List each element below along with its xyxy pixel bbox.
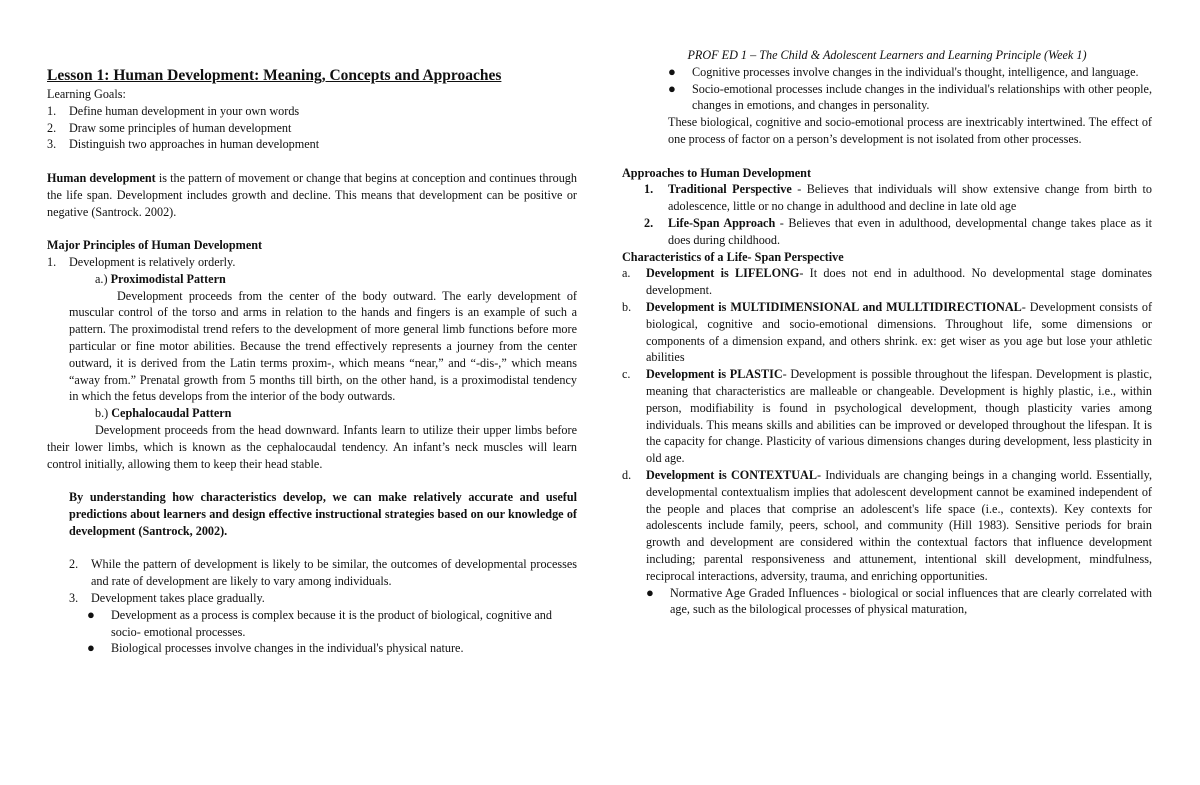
proximodistal-heading: a.) Proximodistal Pattern [95,271,226,286]
bullet-item: ● Biological processes involve changes in the individual's physical nature. [87,640,464,656]
characteristic-item: c. Development is PLASTIC- Development is possible throughout the lifespan. Development is plastic, meaning that characteristics are malleable or changeable. Development is highly plastic, i.e., within person, modifiability is found in psychological development, though plasticity varies among individuals. This means skills and abilities can be improved or developed throughout the lifespan. It is the capacity for change. Plasticity of various dimensions changes during development, less plasticity in old age. [622,367,1152,466]
intertwined-paragraph: These biological, cognitive and socio-emotional process are inextricably intertwined. The effect of one process of factor on a person’s development is not isolated from other processes. [668,115,1152,146]
bullet-icon: ● [646,584,654,600]
goal-item: 1. Define human development in your own words [47,103,300,118]
bullet-item: ● Socio-emotional processes include changes in the individual's relationships with other people, changes in emotions, and changes in personality. [668,80,1152,113]
proximodistal-text: Development proceeds from the center of the body outward. The early development of muscular control of the torso and arms in relation to the hands and fingers is an example of such a pattern. The proximodistal trend refers to the development of more general limb functions before more particular or fine motor abilities. Because the trend effectively represents a journey from the center outward, it is derived from the Latin terms proxim-, which means “near,” and “-dis-,” which means “away from.” Prenatal growth from 5 months till birth, on the other hand, is a proximodistal tendency in which the fetus develops from the interior of the body outwards. [69,288,577,404]
goal-item: 3. Distinguish two approaches in human development [47,137,320,152]
characteristic-item: b. Development is MULTIDIMENSIONAL and MULLTIDIRECTIONAL- Development consists of biological, cognitive and socio-emotional dimensions. Throughout life, some dimensions or components of a dimension expand, and others shrink. ex: get wiser as you age but lose your athletic abilities [622,299,1153,365]
definition-paragraph: Human development is the pattern of movement or change that begins at conception and continues through the life span. Development includes growth and decline. This means that development can be positive or negative (Santrock. 2002). [47,170,577,219]
principle-1: 1. Development is relatively orderly. [47,254,236,269]
bullet-icon: ● [87,640,95,656]
cephalocaudal-heading: b.) Cephalocaudal Pattern [95,406,232,421]
bullet-icon: ● [668,80,676,96]
characteristic-item: d. Development is CONTEXTUAL- Individuals are changing beings in a changing world. Essentially, developmental contextualism implies that adolescent development cannot be examined independent of the people and places that comprise an adolescent's life space (i.e., contexts). Key contexts for adolescents include family, peers, school, and community (Hill 1983). Sensitive periods for brain growth and development are considered within the contextual factors that influence development including; parental responsiveness and attunement, intentional skill development, mindfulness, reciprocal interactions, adversity, trauma, and enriching opportunities. [622,467,1152,583]
definition-term: Human development [47,170,156,185]
principle-2: 2. While the pattern of development is likely to be similar, the outcomes of developmental processes and rate of development are likely to vary among individuals. [69,557,577,589]
left-column [47,66,577,657]
bullet-icon: ● [87,606,95,622]
bullet-icon: ● [668,63,676,79]
learning-goals-label: Learning Goals: [47,87,126,101]
bullet-item: ● Normative Age Graded Influences - biological or social influences that are clearly correlated with age, such as the bilological processes of physical maturation, [646,584,1152,617]
approach-item: 1. Traditional Perspective - Believes that individuals will show extensive change from birth to adolescence, little or no change in adulthood and decline in late old age [644,182,1152,214]
approach-item: 2. Life-Span Approach - Believes that even in adulthood, developmental change takes place as it does during childhood. [644,215,1152,247]
characteristic-item: a. Development is LIFELONG- It does not end in adulthood. No developmental stage dominates development. [622,266,1152,298]
approaches-heading: Approaches to Human Development [622,165,812,180]
bold-quote: By understanding how characteristics develop, we can make relatively accurate and useful predictions about learners and design effective instructional strategies based on our knowledge of development (Santrock, 2002). [69,490,577,538]
goal-item: 2. Draw some principles of human development [47,120,292,135]
cephalocaudal-text: Development proceeds from the head downward. Infants learn to utilize their upper limbs before their lower limbs, which is known as the cephalocaudal tendency. An infant’s neck muscles will learn control initially, allowing them to keep their head stable. [47,422,577,471]
page-header: PROF ED 1 – The Child & Adolescent Learners and Learning Principle (Week 1) [687,48,1087,62]
lesson-title: Lesson 1: Human Development: Meaning, Concepts and Approaches [47,67,502,84]
bullet-item: ● Development as a process is complex because it is the product of biological, cognitive and socio- emotional processes. [87,606,552,639]
bullet-item: ● Cognitive processes involve changes in the individual's thought, intelligence, and language. [668,63,1139,79]
right-column [622,47,1152,618]
characteristics-heading: Characteristics of a Life- Span Perspective [622,249,844,264]
principle-3: 3. Development takes place gradually. [69,590,265,605]
principles-heading: Major Principles of Human Development [47,238,263,253]
